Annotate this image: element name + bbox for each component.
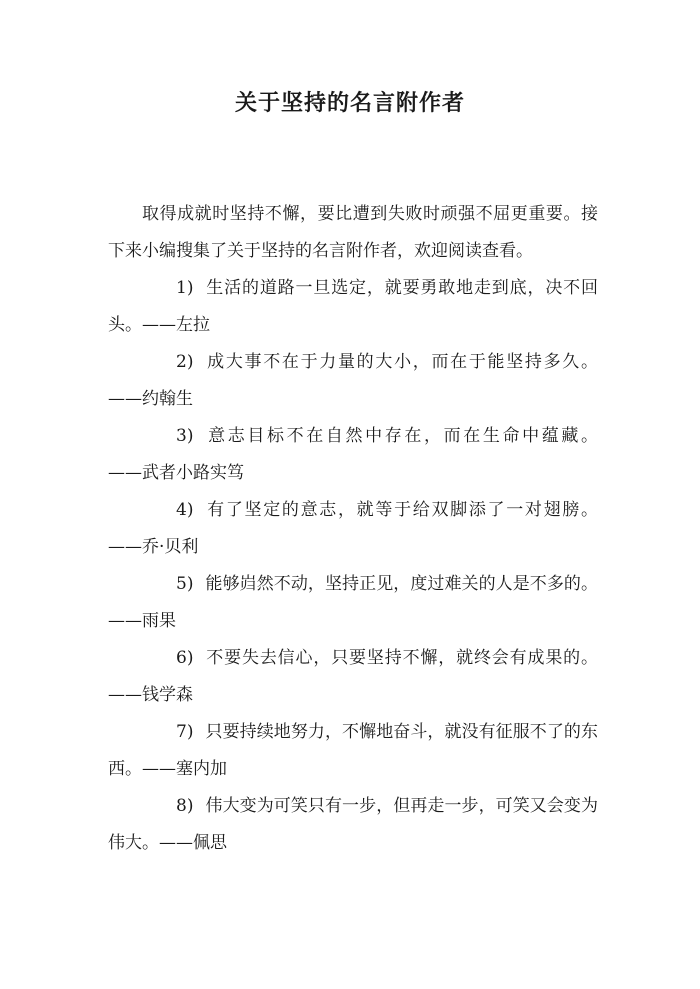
quote-text: 生活的道路一旦选定，就要勇敢地走到底，决不回头。 [108, 278, 598, 335]
quote-item [108, 714, 598, 788]
quote-item [108, 566, 598, 640]
quote-number: 7) [176, 722, 194, 742]
quote-text: 意志目标不在自然中存在，而在生命中蕴藏。 [205, 426, 598, 446]
document-body [108, 196, 598, 862]
quote-text: 不要失去信心，只要坚持不懈，就终会有成果的。 [205, 648, 598, 668]
quote-number: 8) [176, 796, 194, 816]
quote-text: 只要持续地努力，不懈地奋斗，就没有征服不了的东西。 [108, 722, 598, 779]
intro-paragraph: 取得成就时坚持不懈，要比遭到失败时顽强不屈更重要。接下来小编搜集了关于坚持的名言附作者，欢迎阅读查看。 [108, 204, 598, 261]
quote-item [108, 492, 598, 566]
quote-text: 成大事不在于力量的大小，而在于能坚持多久。 [205, 352, 598, 372]
quote-item [108, 270, 598, 344]
quote-text: 有了坚定的意志，就等于给双脚添了一对翅膀。 [205, 500, 598, 520]
quote-item [108, 640, 598, 714]
quote-text: 伟大变为可笑只有一步，但再走一步，可笑又会变为伟大。 [108, 796, 598, 853]
quote-item [108, 418, 598, 492]
quote-author: ——乔·贝利 [108, 537, 199, 557]
quote-author: ——钱学森 [108, 685, 193, 705]
quote-author: ——雨果 [108, 611, 176, 631]
quote-author: ——左拉 [142, 315, 210, 335]
quote-number: 1) [176, 278, 194, 298]
quote-text: 能够岿然不动，坚持正见，度过难关的人是不多的。 [205, 574, 598, 594]
document-title: 关于坚持的名言附作者 [234, 90, 465, 116]
quote-number: 2) [176, 352, 194, 372]
quote-number: 4) [176, 500, 194, 520]
quote-author: ——佩思 [159, 833, 227, 853]
quote-item [108, 344, 598, 418]
quote-author: ——塞内加 [142, 759, 227, 779]
quote-author: ——约翰生 [108, 389, 193, 409]
quote-number: 6) [176, 648, 194, 668]
quote-number: 3) [176, 426, 194, 446]
quote-author: ——武者小路实笃 [108, 463, 244, 483]
quote-item [108, 788, 598, 862]
quote-number: 5) [176, 574, 194, 594]
